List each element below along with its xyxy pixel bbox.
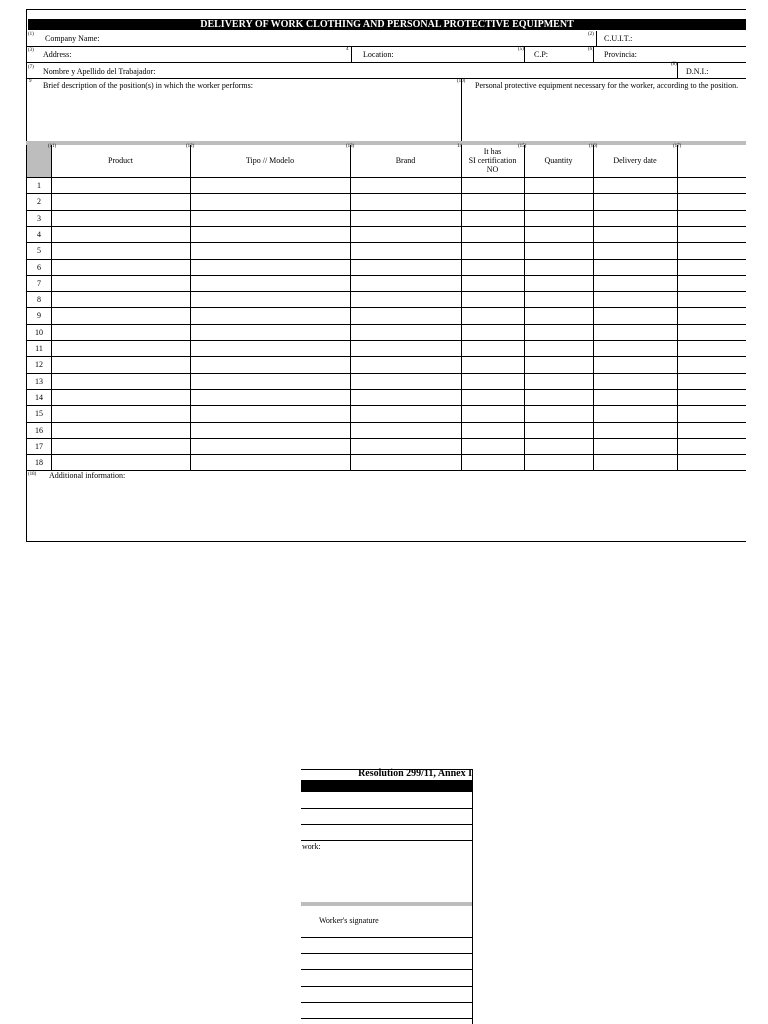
resolution-heading: Resolution 299/11, Annex I (358, 768, 472, 779)
table-row-divider (26, 405, 746, 406)
field-number: (11) (48, 144, 57, 149)
table-row-divider (26, 454, 746, 455)
divider (301, 824, 472, 825)
column-header-brand: Brand (395, 156, 416, 165)
row-number: 2 (37, 197, 41, 207)
row-number: 12 (35, 360, 43, 370)
field-number: (3) (28, 48, 34, 53)
table-row-divider (26, 291, 746, 292)
location-label: Location: (363, 50, 394, 59)
table-row-divider (26, 356, 746, 357)
section-separator (26, 141, 746, 145)
divider (301, 1002, 472, 1003)
row-number: 4 (37, 229, 41, 239)
divider (301, 969, 472, 970)
row-number: 9 (37, 311, 41, 321)
column-header-certification-no: NO (486, 165, 499, 174)
field-number: (17) (673, 144, 682, 149)
field-number: (12) (186, 144, 195, 149)
row-number: 11 (35, 344, 43, 353)
table-row-divider (26, 389, 746, 390)
divider (26, 62, 746, 63)
field-number: (13) (346, 144, 355, 149)
column-header-delivery-date: Delivery date (613, 156, 657, 165)
row-number: 10 (35, 327, 43, 337)
row-number: 1 (37, 181, 41, 190)
row-number: 16 (35, 425, 43, 435)
divider (472, 769, 473, 1024)
divider (524, 46, 525, 62)
column-header-product: Product (108, 156, 133, 165)
row-number: 17 (35, 441, 43, 451)
black-bar (301, 780, 472, 792)
column-header-tipo-modelo: Tipo // Modelo (245, 156, 295, 165)
dni-label: D.N.I.: (686, 67, 709, 76)
field-number: (7) (28, 65, 34, 70)
field-number: 4 (346, 47, 349, 52)
frame-bottom (26, 541, 746, 542)
table-row-divider (26, 242, 746, 243)
row-number: 8 (37, 295, 41, 305)
divider (26, 46, 746, 47)
divider (301, 953, 472, 954)
position-description-label: Brief description of the position(s) in which the worker performs: (43, 81, 253, 90)
worker-name-label: Nombre y Apellido del Trabajador: (43, 67, 156, 76)
field-number: (8) (671, 62, 677, 67)
field-number: (15) (518, 144, 527, 149)
column-header-certification: It has (483, 147, 502, 156)
table-row-divider (26, 340, 746, 341)
row-number: 14 (35, 392, 43, 402)
table-row-divider (26, 275, 746, 276)
table-row-divider (26, 210, 746, 211)
field-number: (16) (589, 144, 598, 149)
ppe-required-label: Personal protective equipment necessary for the worker, according to the position. (475, 81, 739, 90)
table-row-divider (26, 422, 746, 423)
cp-label: C.P: (534, 50, 549, 59)
row-number: 6 (37, 262, 41, 272)
field-number: (2) (588, 32, 594, 37)
address-label: Address: (43, 50, 72, 59)
divider (593, 46, 594, 62)
divider (301, 986, 472, 987)
table-row-divider (26, 373, 746, 374)
field-number: (5) (518, 47, 524, 52)
divider (301, 840, 472, 841)
divider (26, 78, 746, 79)
column-header-quantity: Quantity (544, 156, 573, 165)
table-row-divider (26, 226, 746, 227)
worker-signature-label: Worker's signature (319, 916, 379, 925)
row-number: 5 (37, 246, 41, 256)
column-header-certification-si: SI certification (468, 156, 517, 165)
work-label: work: (302, 842, 321, 851)
field-number: (1) (28, 32, 34, 37)
table-row-divider (26, 193, 746, 194)
company-name-label: Company Name: (45, 34, 100, 43)
table-row-divider (26, 438, 746, 439)
row-number: 7 (37, 278, 41, 288)
table-row-divider (26, 470, 746, 471)
table-row-divider (26, 259, 746, 260)
divider (351, 46, 352, 62)
table-row-divider (26, 177, 746, 178)
field-number: (18) (28, 472, 37, 477)
divider (461, 78, 462, 141)
divider (301, 937, 472, 938)
cuit-label: C.U.I.T.: (604, 34, 633, 43)
field-number: (6) (588, 47, 594, 52)
row-number: 3 (37, 213, 41, 223)
field-number: 9 (29, 79, 32, 84)
field-number: (10) (457, 79, 466, 84)
row-number: 18 (35, 458, 43, 468)
provincia-label: Provincia: (604, 50, 637, 59)
row-number: 15 (35, 409, 43, 419)
table-row-divider (26, 324, 746, 325)
row-number: 13 (35, 376, 43, 386)
divider (301, 808, 472, 809)
divider (301, 1018, 472, 1019)
divider (677, 62, 678, 78)
form-title: DELIVERY OF WORK CLOTHING AND PERSONAL PROTECTIVE EQUIPMENT (28, 19, 746, 30)
frame-top (26, 9, 746, 10)
table-row-divider (26, 307, 746, 308)
field-number: 14 (457, 144, 462, 149)
section-separator (301, 902, 472, 906)
divider (596, 31, 597, 46)
additional-information-label: Additional information: (49, 471, 126, 480)
